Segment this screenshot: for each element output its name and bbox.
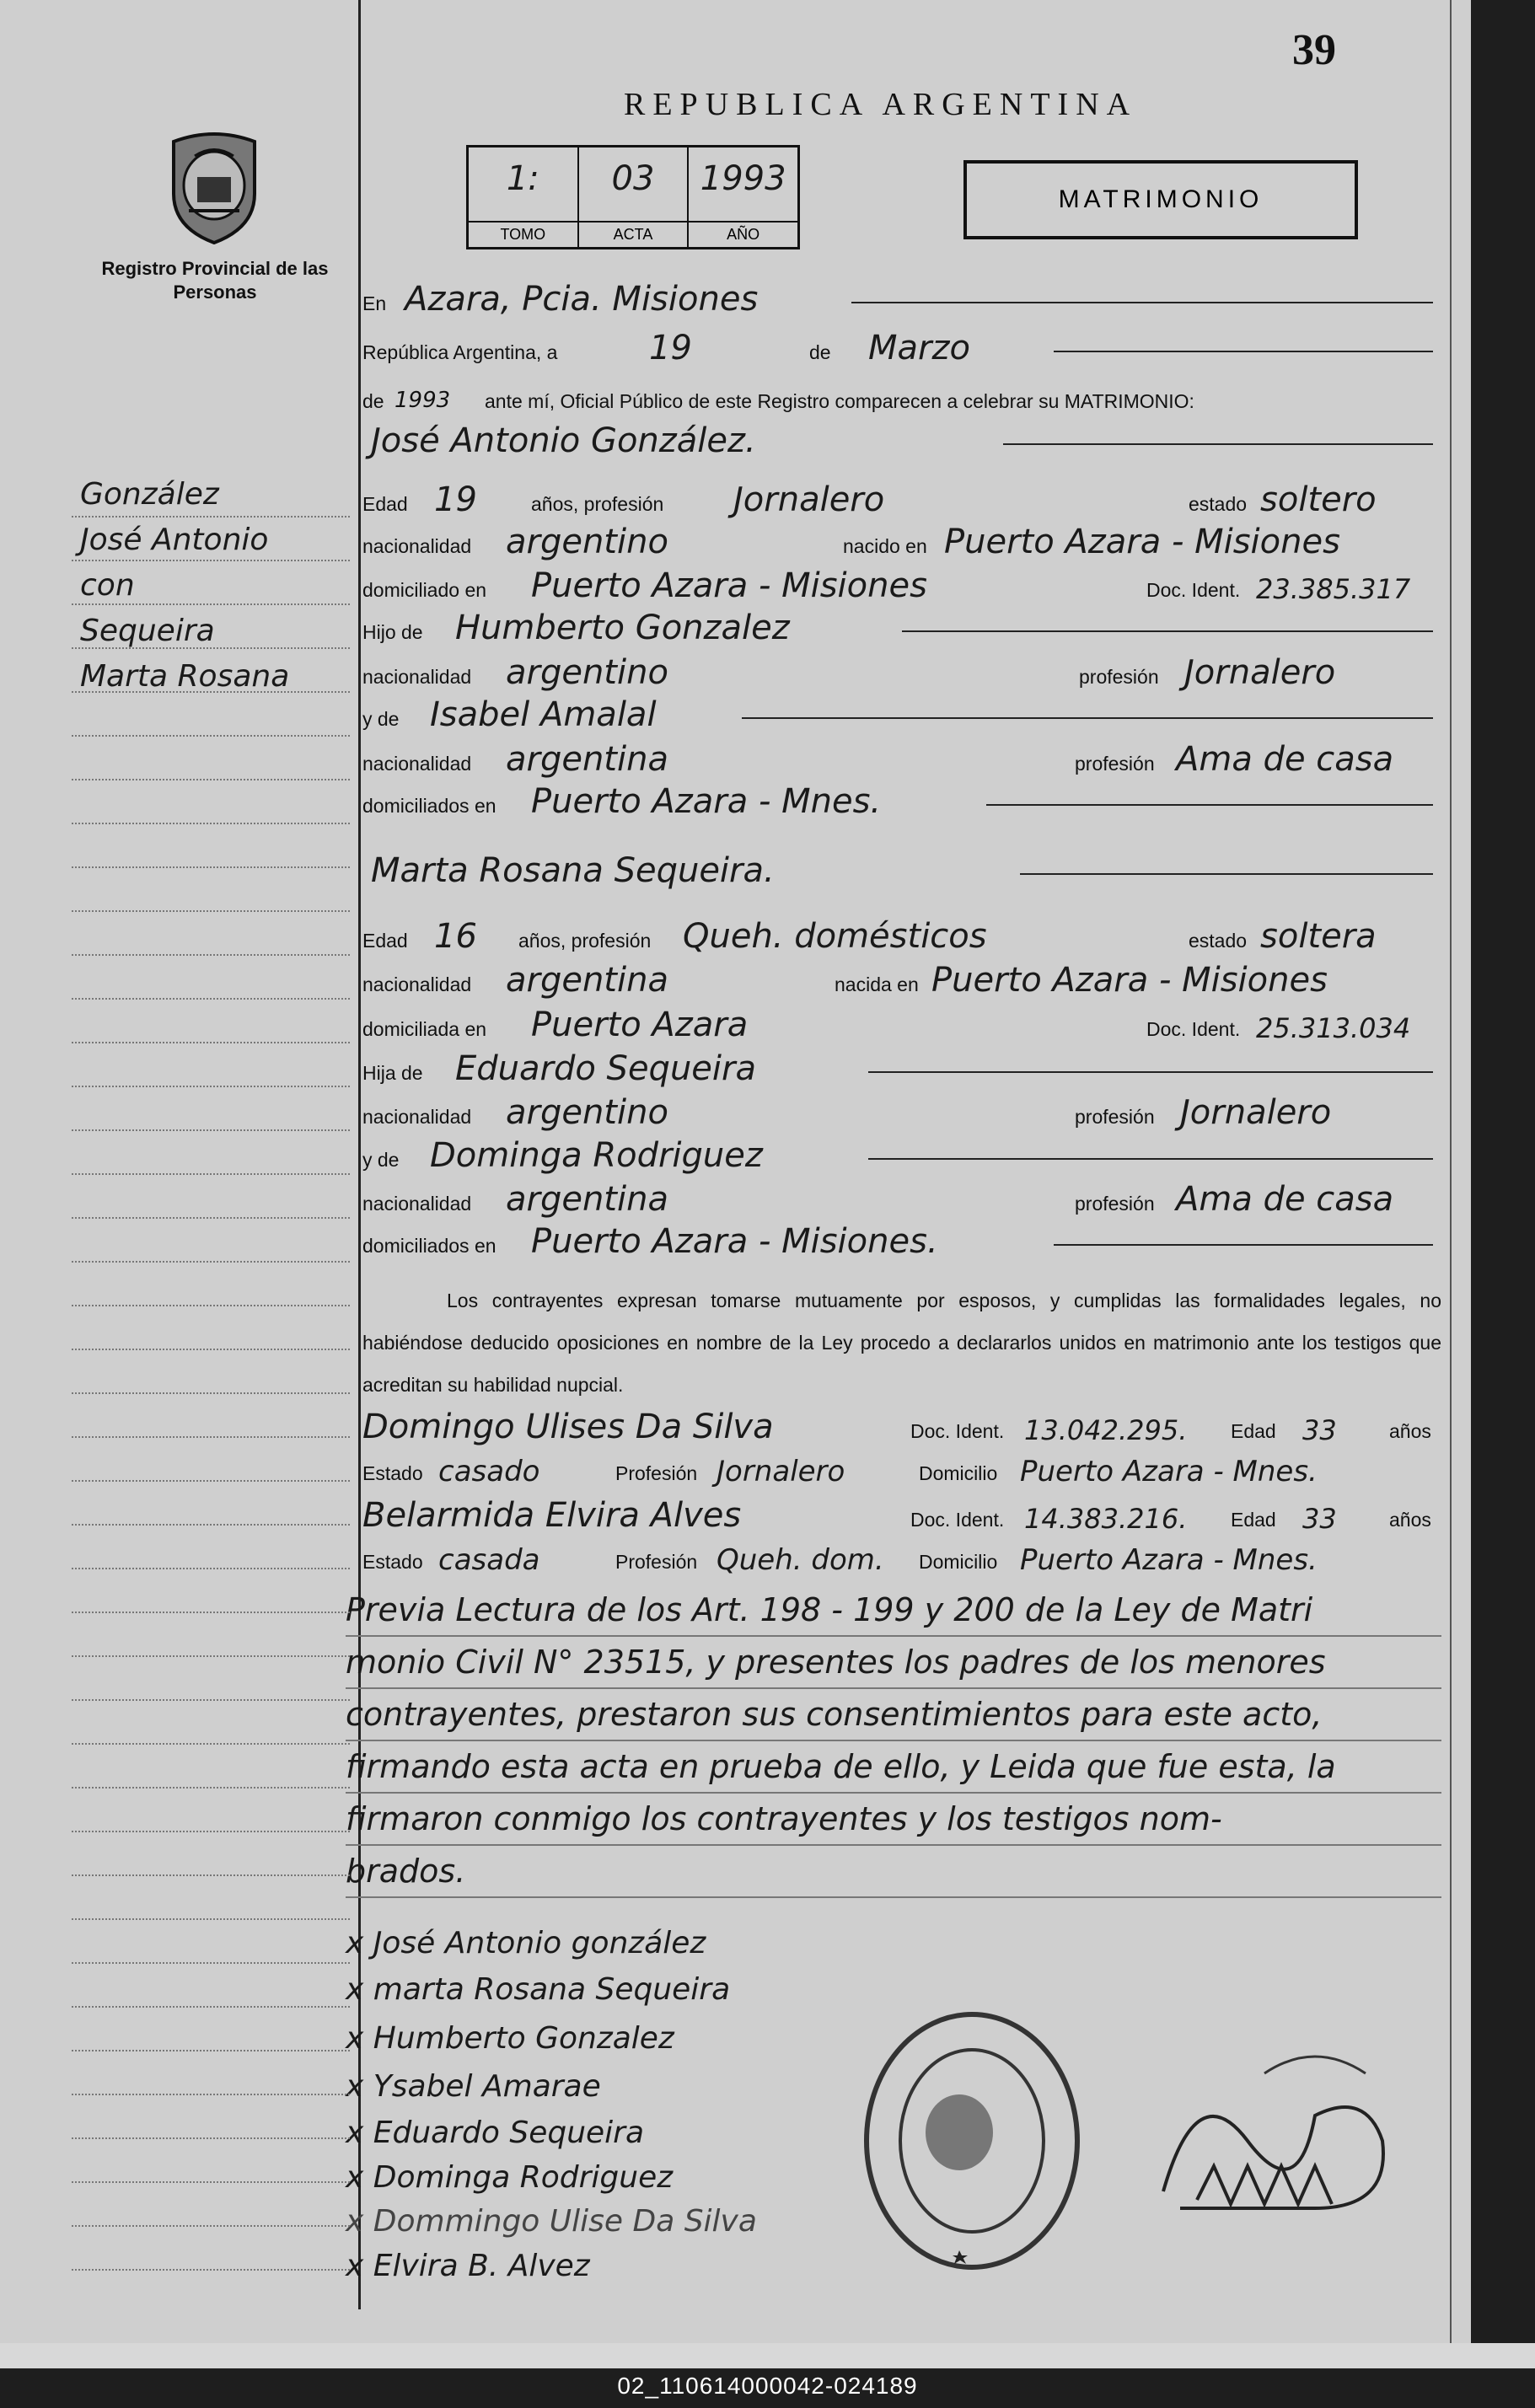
bride-edad-row (362, 909, 1450, 959)
margin-ruled-line (72, 1217, 350, 1219)
witness-1-detail-row (362, 1441, 1450, 1492)
year-value: 1993 (394, 388, 451, 413)
bride-father-prof: Jornalero (1180, 1093, 1332, 1132)
bride-domicilio: Puerto Azara (531, 1006, 749, 1044)
profesion-label: años, profesión (531, 493, 664, 515)
nacionalidad-label: nacionalidad (362, 1193, 472, 1215)
bride-nacida: Puerto Azara - Misiones (931, 961, 1328, 1000)
fill-line (1020, 873, 1433, 875)
bride-mother-prof: Ama de casa (1176, 1180, 1394, 1219)
fill-line (986, 804, 1433, 806)
margin-names (80, 472, 350, 700)
signature: x Eduardo Sequeira (346, 2116, 645, 2150)
witness-2-edad: 33 (1302, 1503, 1337, 1535)
margin-ruled-line (72, 691, 350, 693)
margin-ruled-line (72, 1787, 350, 1789)
margin-ruled-line (72, 2094, 350, 2095)
margin-ruled-line (72, 1831, 350, 1832)
groom-parents-dom-row (362, 774, 1450, 824)
republica-label: República Argentina, a (362, 341, 558, 363)
margin-ruled-line (72, 560, 350, 561)
date-row (362, 320, 1450, 371)
witness-1-estado: casado (438, 1455, 540, 1488)
margin-ruled-line (72, 779, 350, 780)
domicilio-label: domiciliado en (362, 579, 487, 601)
bride-profesion: Queh. domésticos (683, 917, 987, 956)
note-line: monio Civil N° 23515, y presentes los padres de los menores (346, 1637, 1441, 1689)
acta-cell (579, 147, 690, 247)
signature: x Dommingo Ulise Da Silva (346, 2204, 757, 2239)
margin-ruled-line (72, 735, 350, 737)
signature: x marta Rosana Sequeira (346, 1972, 731, 2007)
margin-ruled-line (72, 1305, 350, 1306)
bride-name-row (362, 843, 1450, 893)
bride-nac-row (362, 952, 1450, 1003)
groom-domicilio: Puerto Azara - Misiones (531, 566, 927, 605)
tomo-value: 1: (506, 159, 539, 198)
note-line: firmando esta acta en prueba de ello, y Leida que fue esta, la (346, 1741, 1441, 1794)
margin-ruled-line (72, 1655, 350, 1657)
groom-profesion: Jornalero (733, 480, 885, 519)
bride-parents-dom-row (362, 1214, 1450, 1264)
groom-father-prof: Jornalero (1184, 653, 1336, 692)
profesion-label: profesión (1075, 1106, 1155, 1128)
witness-2-detail-row (362, 1530, 1450, 1580)
witness-2-name: Belarmida Elvira Alves (362, 1496, 742, 1535)
groom-edad: 19 (434, 480, 477, 519)
witness-2-profesion: Queh. dom. (717, 1543, 884, 1577)
intro-text: ante mí, Oficial Público de este Registro comparecen a celebrar su MATRIMONIO: (485, 390, 1194, 412)
place-value: Azara, Pcia. Misiones (405, 280, 759, 319)
provincial-crest-logo (165, 126, 263, 244)
witness-2-estado: casada (438, 1543, 540, 1577)
signature: x Dominga Rodriguez (346, 2160, 674, 2195)
signature: x Ysabel Amarae (346, 2069, 601, 2104)
anio-value: 1993 (700, 159, 786, 198)
margin-ruled-line (72, 2137, 350, 2139)
groom-father-nac: argentino (506, 653, 668, 692)
groom-parents-dom: Puerto Azara - Mnes. (531, 782, 882, 821)
margin-ruled-line (72, 1480, 350, 1482)
margin-name-line: con (80, 568, 135, 603)
note-line: firmaron conmigo los contrayentes y los testigos nom- (346, 1794, 1441, 1846)
margin-ruled-line (72, 647, 350, 649)
domicilio-label: Domicilio (919, 1462, 998, 1484)
fill-line (1003, 443, 1433, 445)
margin-rule (358, 0, 361, 2309)
groom-name: José Antonio González. (371, 421, 756, 460)
signature: x Humberto Gonzalez (346, 2021, 674, 2056)
bride-father: Eduardo Sequeira (455, 1049, 756, 1088)
margin-name-line: Sequeira (80, 614, 215, 648)
doc-label: Doc. Ident. (910, 1420, 1005, 1442)
bride-father-nac: argentino (506, 1093, 668, 1132)
anios-label: años (1389, 1509, 1431, 1531)
margin-ruled-line (72, 516, 350, 518)
month-value: Marzo (868, 329, 970, 367)
domicilio-label: Domicilio (919, 1551, 998, 1573)
bride-mother-nac: argentina (506, 1180, 668, 1219)
witness-2-doc: 14.383.216. (1024, 1503, 1188, 1535)
fill-line (742, 717, 1433, 719)
bride-nacionalidad: argentina (506, 961, 668, 1000)
official-signature (1146, 2040, 1399, 2259)
margin-ruled-line (72, 1261, 350, 1263)
nacida-label: nacida en (835, 973, 919, 995)
margin-ruled-line (72, 1962, 350, 1964)
madre-label: y de (362, 1149, 400, 1171)
margin-ruled-line (72, 1042, 350, 1043)
bride-dom-row (362, 997, 1450, 1048)
edad-label: Edad (1231, 1509, 1276, 1531)
witness-1-domicilio: Puerto Azara - Mnes. (1020, 1455, 1318, 1488)
bride-name: Marta Rosana Sequeira. (371, 851, 775, 890)
estado-label: estado (1189, 930, 1248, 952)
registry-label: Registro Provincial de las Personas (101, 258, 329, 303)
groom-father: Humberto Gonzalez (455, 609, 790, 647)
fill-line (1054, 351, 1433, 352)
note-line: Previa Lectura de los Art. 198 - 199 y 200 de la Ley de Matri (346, 1585, 1441, 1637)
witness-2-domicilio: Puerto Azara - Mnes. (1020, 1543, 1318, 1577)
bottom-strip (0, 2343, 1535, 2368)
margin-ruled-line (72, 1086, 350, 1087)
doc-label: Doc. Ident. (910, 1509, 1005, 1531)
acta-label: ACTA (579, 221, 688, 247)
margin-ruled-line (72, 603, 350, 605)
margin-ruled-line (72, 2006, 350, 2008)
bride-mother-row (362, 1128, 1450, 1178)
domicilio-label: domiciliada en (362, 1018, 487, 1040)
margin-ruled-line (72, 1568, 350, 1569)
margin-name-line: José Antonio (80, 523, 269, 557)
edad-label: Edad (1231, 1420, 1276, 1442)
padres-dom-label: domiciliados en (362, 1235, 496, 1257)
fill-line (868, 1158, 1433, 1160)
acta-value: 03 (611, 159, 655, 198)
anio-cell (689, 147, 797, 247)
groom-mother-row (362, 687, 1450, 737)
margin-ruled-line (72, 1436, 350, 1438)
profesion-label: Profesión (615, 1462, 698, 1484)
nacionalidad-label: nacionalidad (362, 535, 472, 557)
official-stamp (858, 2006, 1086, 2276)
margin-name-line: González (80, 477, 219, 512)
note-line: brados. (346, 1846, 1441, 1898)
margin-ruled-line (72, 1612, 350, 1613)
groom-nacido: Puerto Azara - Misiones (944, 523, 1340, 561)
anio-label: AÑO (689, 221, 797, 247)
witness-1-edad: 33 (1302, 1414, 1337, 1446)
bride-mother: Dominga Rodriguez (430, 1136, 763, 1175)
margin-name-line: Marta Rosana (80, 659, 290, 694)
anios-label: años (1389, 1420, 1431, 1442)
en-label: En (362, 292, 387, 314)
intro-row (362, 369, 1450, 420)
witness-1-profesion: Jornalero (717, 1455, 845, 1488)
record-number-box (466, 145, 800, 249)
signature: x Elvira B. Alvez (346, 2249, 590, 2283)
margin-ruled-line (72, 1129, 350, 1131)
groom-nac-row (362, 514, 1450, 565)
estado-label: estado (1189, 493, 1248, 515)
bride-father-row (362, 1041, 1450, 1091)
bride-parents-dom: Puerto Azara - Misiones. (531, 1222, 938, 1261)
witness-1-doc: 13.042.295. (1024, 1414, 1188, 1446)
de-label: de (809, 341, 831, 363)
padres-dom-label: domiciliados en (362, 795, 496, 817)
groom-name-row (362, 413, 1450, 464)
groom-mother-prof: Ama de casa (1176, 740, 1394, 779)
margin-ruled-line (72, 1349, 350, 1350)
nacionalidad-label: nacionalidad (362, 753, 472, 775)
de-year-label: de (362, 390, 384, 412)
fill-line (868, 1071, 1433, 1073)
tomo-cell (469, 147, 579, 247)
margin-ruled-line (72, 998, 350, 1000)
profesion-label: Profesión (615, 1551, 698, 1573)
groom-mother-nac: argentina (506, 740, 668, 779)
groom-estado: soltero (1260, 480, 1377, 519)
bride-doc: 25.313.034 (1256, 1012, 1411, 1044)
margin-ruled-line (72, 2050, 350, 2051)
madre-label: y de (362, 708, 400, 730)
margin-ruled-line (72, 2269, 350, 2271)
doc-label: Doc. Ident. (1146, 579, 1241, 601)
right-rule (1450, 0, 1452, 2343)
doc-label: Doc. Ident. (1146, 1018, 1241, 1040)
bride-estado: soltera (1260, 917, 1377, 956)
scan-footer-id: 02_110614000042-024189 (617, 2373, 918, 2399)
record-type-box: MATRIMONIO (963, 160, 1358, 239)
handwritten-notes (346, 1585, 1441, 1898)
edad-label: Edad (362, 930, 408, 952)
margin-ruled-line (72, 1918, 350, 1920)
padre-label: Hija de (362, 1062, 423, 1084)
fill-line (902, 630, 1433, 632)
margin-ruled-line (72, 910, 350, 912)
profesion-label: profesión (1075, 753, 1155, 775)
witness-1-name: Domingo Ulises Da Silva (362, 1408, 774, 1446)
profesion-label: profesión (1075, 1193, 1155, 1215)
profesion-label: profesión (1079, 666, 1159, 688)
estado-label: Estado (362, 1462, 423, 1484)
margin-ruled-line (72, 1524, 350, 1526)
margin-ruled-line (72, 823, 350, 824)
edad-label: Edad (362, 493, 408, 515)
margin-ruled-line (72, 1743, 350, 1745)
margin-ruled-line (72, 866, 350, 868)
note-line: contrayentes, prestaron sus consentimientos para este acto, (346, 1689, 1441, 1741)
profesion-label: años, profesión (518, 930, 652, 952)
nacido-label: nacido en (843, 535, 927, 557)
margin-ruled-line (72, 954, 350, 956)
margin-ruled-line (72, 1699, 350, 1701)
day-value: 19 (649, 329, 692, 367)
groom-nacionalidad: argentino (506, 523, 668, 561)
nacionalidad-label: nacionalidad (362, 666, 472, 688)
groom-doc: 23.385.317 (1256, 573, 1411, 605)
signature: x José Antonio gonzález (346, 1926, 706, 1960)
nacionalidad-label: nacionalidad (362, 1106, 472, 1128)
page-number: 39 (1292, 26, 1336, 74)
declaration-text: Los contrayentes expresan tomarse mutuamente por esposos, y cumplidas las formalidades legales, no habiéndose deducido oposiciones en nombre de la Ley procedo a declararlos unidos en matrimonio ante los testigos que acreditan su habilidad nupcial. (362, 1290, 1441, 1396)
fill-line (851, 302, 1433, 303)
bride-edad: 16 (434, 917, 477, 956)
groom-father-row (362, 600, 1450, 651)
margin-ruled-line (72, 2225, 350, 2227)
groom-mother: Isabel Amalal (430, 695, 657, 734)
tomo-label: TOMO (469, 221, 577, 247)
margin-ruled-line (72, 1874, 350, 1876)
place-row (362, 271, 1450, 322)
country-heading: REPUBLICA ARGENTINA (624, 87, 1138, 122)
estado-label: Estado (362, 1551, 423, 1573)
padre-label: Hijo de (362, 621, 423, 643)
fill-line (1054, 1244, 1433, 1246)
margin-ruled-line (72, 1173, 350, 1175)
nacionalidad-label: nacionalidad (362, 973, 472, 995)
margin-ruled-line (72, 1392, 350, 1394)
margin-ruled-line (72, 2181, 350, 2183)
